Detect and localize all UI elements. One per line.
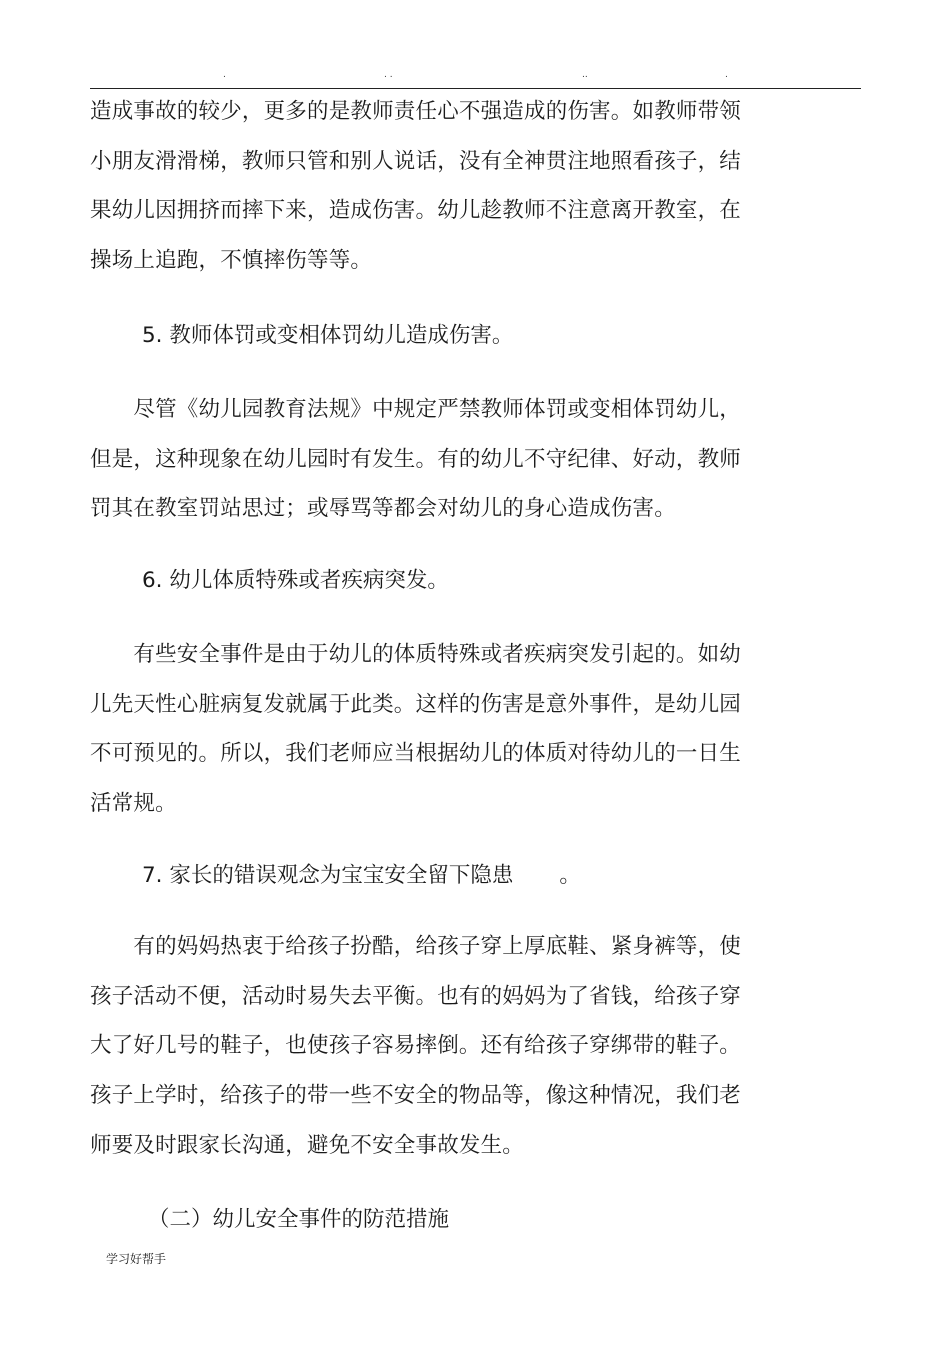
text-line: 果幼儿因拥挤而摔下来，造成伤害。幼儿趁教师不注意离开教室，在 [90, 198, 742, 224]
text-line: 孩子活动不便，活动时易失去平衡。也有的妈妈为了省钱，给孩子穿 [90, 983, 742, 1009]
heading-item-6: 6. 幼儿体质特殊或者疾病突发。 [142, 568, 449, 593]
heading-item-7-text: 7. 家长的错误观念为宝宝安全留下隐患 [142, 863, 514, 888]
heading-item-5: 5. 教师体罚或变相体罚幼儿造成伤害。 [142, 323, 514, 348]
header-mark: . [223, 70, 226, 80]
heading-item-7 [142, 861, 581, 891]
text-line: 孩子上学时，给孩子的带一些不安全的物品等，像这种情况，我们老 [90, 1083, 742, 1109]
paragraph-accident-causes [90, 87, 790, 286]
text-line: 有的妈妈热衷于给孩子扮酷，给孩子穿上厚底鞋、紧身裤等，使 [90, 934, 742, 959]
page-footer: 学习好帮手 [106, 1252, 167, 1266]
text-line: 造成事故的较少，更多的是教师责任心不强造成的伤害。如教师带领 [90, 99, 742, 124]
text-line: 罚其在教室罚站思过；或辱骂等都会对幼儿的身心造成伤害。 [90, 496, 676, 522]
text-line: 不可预见的。所以，我们老师应当根据幼儿的体质对待幼儿的一日生 [90, 741, 742, 767]
heading-item-7-end: 。 [559, 863, 581, 888]
text-line: 大了好几号的鞋子，也使孩子容易摔倒。还有给孩子穿绑带的鞋子。 [90, 1033, 742, 1059]
text-line: 活常规。 [90, 791, 177, 817]
paragraph-parent-misconceptions [90, 922, 790, 1171]
text-line: 小朋友滑滑梯，教师只管和别人说话，没有全神贯注地照看孩子，结 [90, 148, 742, 174]
paragraph-health-conditions [90, 630, 790, 829]
text-line: 操场上追跑，不慎摔伤等等。 [90, 248, 373, 274]
header-mark: . [725, 70, 728, 80]
section-heading-prevention: （二）幼儿安全事件的防范措施 [148, 1207, 450, 1232]
page-header-marks [90, 70, 861, 84]
text-line: 尽管《幼儿园教育法规》中规定严禁教师体罚或变相体罚幼儿， [90, 397, 742, 422]
paragraph-corporal-punishment [90, 385, 790, 534]
header-mark: . . [384, 70, 393, 80]
text-line: 儿先天性心脏病复发就属于此类。这样的伤害是意外事件，是幼儿园 [90, 691, 742, 717]
text-line: 师要及时跟家长沟通，避免不安全事故发生。 [90, 1132, 525, 1158]
header-mark: .. [582, 70, 588, 80]
text-line: 有些安全事件是由于幼儿的体质特殊或者疾病突发引起的。如幼 [90, 642, 742, 667]
text-line: 但是，这种现象在幼儿园时有发生。有的幼儿不守纪律、好动，教师 [90, 446, 742, 472]
